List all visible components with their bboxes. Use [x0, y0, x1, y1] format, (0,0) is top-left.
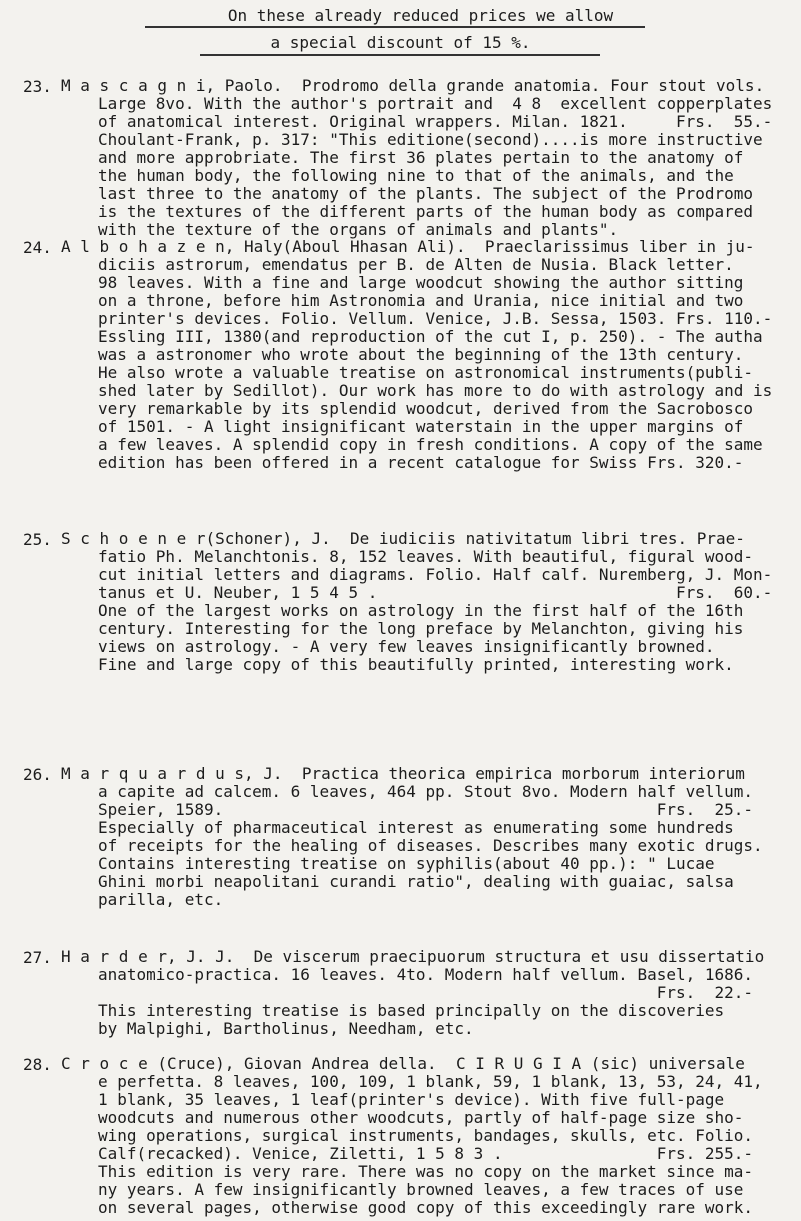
entry-heading-line: H a r d e r, J. J. De viscerum praecipuorum structura et usu dissertatio [61, 947, 765, 966]
entry-text-line: Fine and large copy of this beautifully printed, interesting work. [98, 655, 734, 674]
header-rule [145, 26, 645, 28]
entry-text-line: by Malpighi, Bartholinus, Needham, etc. [98, 1019, 474, 1038]
entry-number: 25. [23, 530, 52, 549]
entry-text-line: wing operations, surgical instruments, bandages, skulls, etc. Folio. [98, 1126, 754, 1145]
entry-text-line: is the textures of the different parts of the human body as compared [98, 202, 754, 221]
entry-heading-line: C r o c e (Cruce), Giovan Andrea della. C I R U G I A (sic) universale [61, 1054, 745, 1073]
entry-text-line: on a throne, before him Astronomia and Urania, nice initial and two [98, 291, 744, 310]
catalogue-entry [23, 1055, 791, 1221]
catalogue-entry [23, 948, 791, 1042]
entry-text-line: views on astrology. - A very few leaves insignificantly browned. [98, 637, 715, 656]
entry-heading-line: M a s c a g n i, Paolo. Prodromo della grande anatomia. Four stout vols. [61, 76, 765, 95]
entry-text-line: a few leaves. A splendid copy in fresh conditions. A copy of the same [98, 435, 763, 454]
entry-text-line: the human body, the following nine to that of the animals, and the [98, 166, 734, 185]
catalogue-entry [23, 530, 791, 678]
entry-heading-line: S c h o e n e r(Schoner), J. De iudiciis nativitatum libri tres. Prae- [61, 529, 745, 548]
catalogue-entry [23, 77, 791, 243]
discount-notice-line2: a special discount of 15 %. [270, 33, 531, 52]
entry-text-line: 98 leaves. With a fine and large woodcut showing the author sitting [98, 273, 744, 292]
entry-heading-line: A l b o h a z e n, Haly(Aboul Hhasan Ali). Praeclarissimus liber in ju- [61, 237, 755, 256]
entry-text-line: and more approbriate. The first 36 plates pertain to the anatomy of [98, 148, 744, 167]
entry-text-line: a capite ad calcem. 6 leaves, 464 pp. Stout 8vo. Modern half vellum. [98, 782, 754, 801]
entry-text-line: Contains interesting treatise on syphilis(about 40 pp.): " Lucae [98, 854, 715, 873]
entry-text-line: very remarkable by its splendid woodcut, derived from the Sacrobosco [98, 399, 754, 418]
entry-text-line: Speier, 1589. Frs. 25.- [98, 800, 754, 819]
entry-text-line: anatomico-practica. 16 leaves. 4to. Modern half vellum. Basel, 1686. [98, 965, 754, 984]
entry-text-line: Frs. 22.- [98, 983, 754, 1002]
entry-text-line: 1 blank, 35 leaves, 1 leaf(printer's device). With five full-page [98, 1090, 725, 1109]
entry-text-line: with the texture of the organs of animals and plants". [98, 220, 619, 239]
header-rule-2 [200, 54, 600, 56]
entry-text-line: Essling III, 1380(and reproduction of the cut I, p. 250). - The autha [98, 327, 763, 346]
entry-text-line: Especially of pharmaceutical interest as enumerating some hundreds [98, 818, 734, 837]
entry-heading-line: M a r q u a r d u s, J. Practica theorica empirica morborum interiorum [61, 764, 745, 783]
entry-text-line: Calf(recacked). Venice, Ziletti, 1 5 8 3 . Frs. 255.- [98, 1144, 754, 1163]
entry-text-line: He also wrote a valuable treatise on astronomical instruments(publi- [98, 363, 754, 382]
entry-number: 23. [23, 77, 52, 96]
entry-text-line: Choulant-Frank, p. 317: "This editione(second)....is more instructive [98, 130, 763, 149]
entry-text-line: This interesting treatise is based principally on the discoveries [98, 1001, 725, 1020]
entry-text-line: This edition is very rare. There was no copy on the market since ma- [98, 1162, 754, 1181]
entry-text-line: One of the largest works on astrology in the first half of the 16th [98, 601, 744, 620]
entry-text-line: last three to the anatomy of the plants. The subject of the Prodromo [98, 184, 754, 203]
entry-text-line: edition has been offered in a recent catalogue for Swiss Frs. 320.- [98, 453, 744, 472]
entry-text-line: century. Interesting for the long preface by Melanchton, giving his [98, 619, 744, 638]
entry-text-line: Large 8vo. With the author's portrait and 4 8 excellent copperplates [98, 94, 773, 113]
entry-text-line: printer's devices. Folio. Vellum. Venice, J.B. Sessa, 1503. Frs. 110.- [98, 309, 773, 328]
entry-text-line: parilla, etc. [98, 890, 224, 909]
entry-text-line: Ghini morbi neapolitani curandi ratio", dealing with guaiac, salsa [98, 872, 734, 891]
entry-text-line: of anatomical interest. Original wrappers. Milan. 1821. Frs. 55.- [98, 112, 773, 131]
entry-number: 26. [23, 765, 52, 784]
entry-text-line: fatio Ph. Melanchtonis. 8, 152 leaves. With beautiful, figural wood- [98, 547, 754, 566]
entry-text-line: shed later by Sedillot). Our work has more to do with astrology and is [98, 381, 773, 400]
entry-text-line: diciis astrorum, emendatus per B. de Alten de Nusia. Black letter. [98, 255, 734, 274]
catalogue-entry [23, 238, 791, 476]
entry-number: 27. [23, 948, 52, 967]
catalogue-entry [23, 765, 791, 913]
entry-number: 24. [23, 238, 52, 257]
entry-text-line: e perfetta. 8 leaves, 100, 109, 1 blank, 59, 1 blank, 13, 53, 24, 41, [98, 1072, 763, 1091]
entry-text-line: tanus et U. Neuber, 1 5 4 5 . Frs. 60.- [98, 583, 773, 602]
entry-text-line: ny years. A few insignificantly browned leaves, a few traces of use [98, 1180, 744, 1199]
discount-notice-line1: On these already reduced prices we allow [227, 6, 614, 25]
entry-text-line: of 1501. - A light insignificant waterstain in the upper margins of [98, 417, 744, 436]
entry-text-line: on several pages, otherwise good copy of this exceedingly rare work. [98, 1198, 754, 1217]
entry-number: 28. [23, 1055, 52, 1074]
entry-text-line: was a astronomer who wrote about the beginning of the 13th century. [98, 345, 744, 364]
entry-text-line: woodcuts and numerous other woodcuts, partly of half-page size sho- [98, 1108, 744, 1127]
entry-text-line: of receipts for the healing of diseases. Describes many exotic drugs. [98, 836, 763, 855]
entry-text-line: cut initial letters and diagrams. Folio. Half calf. Nuremberg, J. Mon- [98, 565, 773, 584]
